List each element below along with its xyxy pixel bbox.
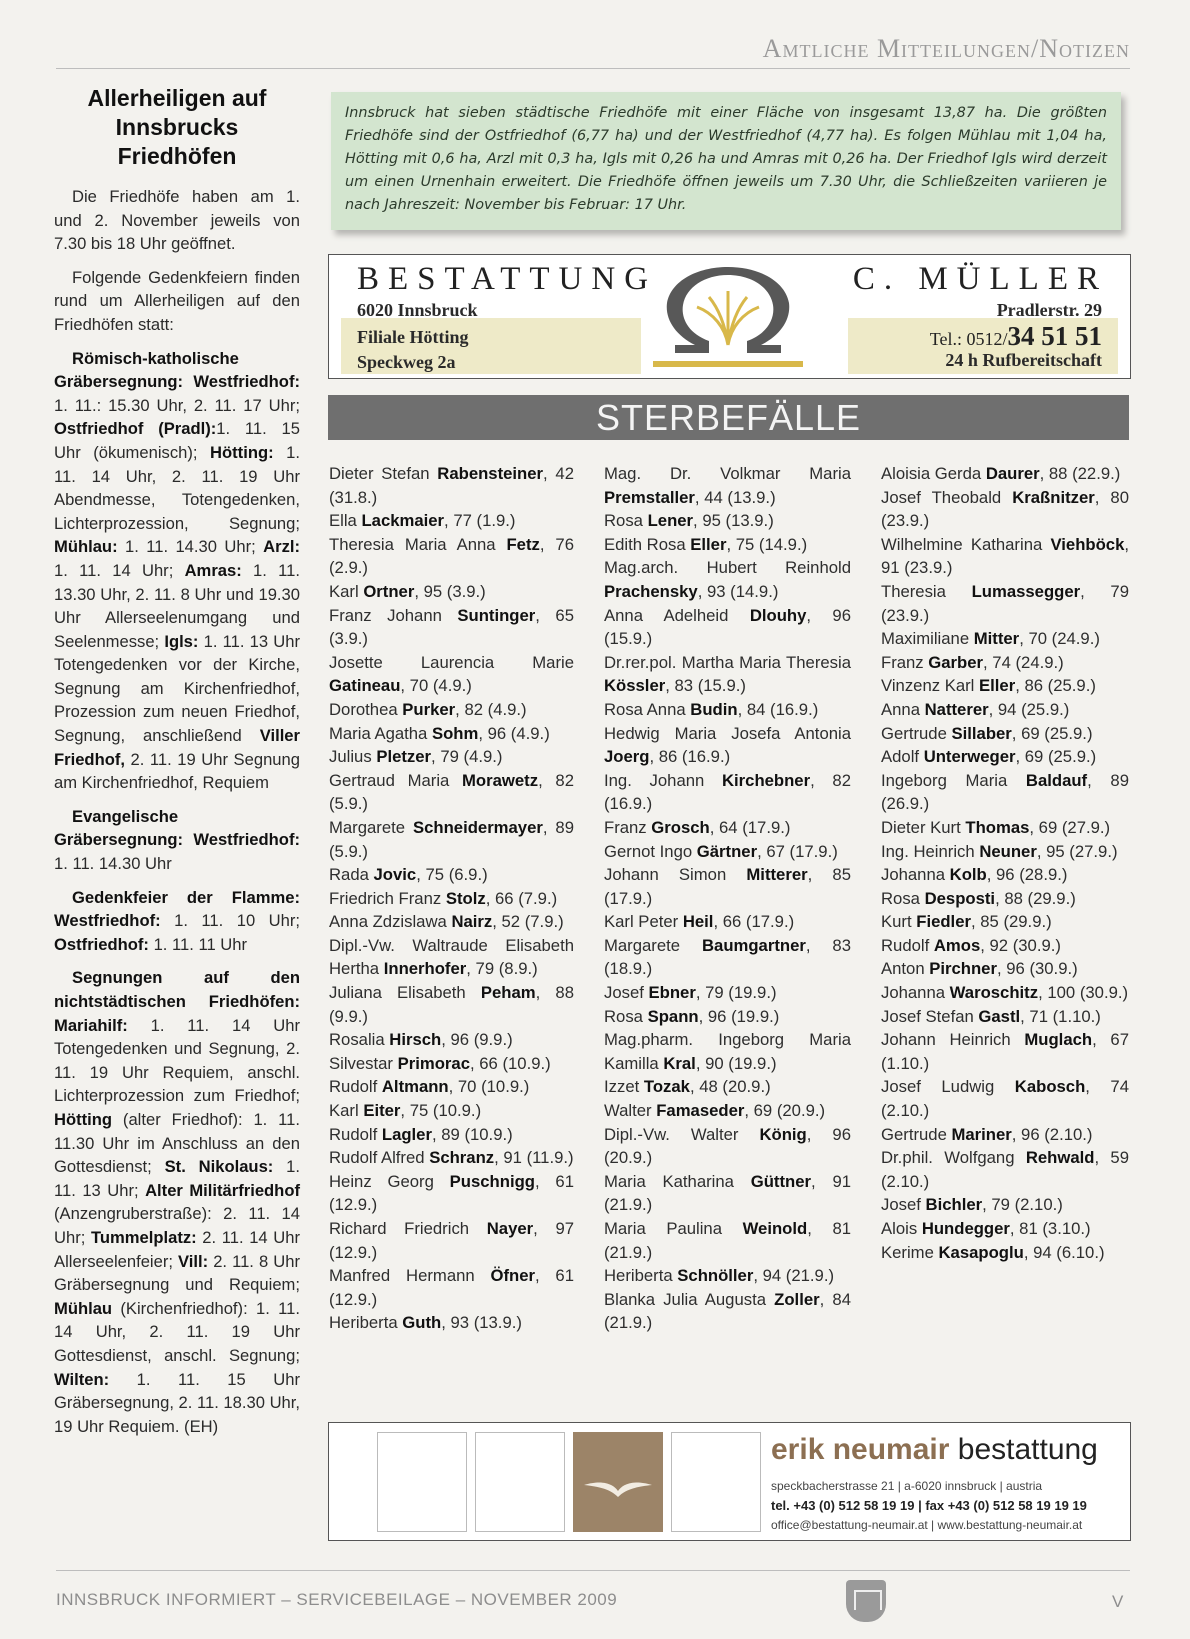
ad-word-bestattung: BESTATTUNG [357,261,658,297]
list-item: Ing. Heinrich Neuner, 95 (27.9.) [881,841,1118,861]
list-item: Walter Famaseder, 69 (20.9.) [604,1101,826,1121]
list-item: Rosa Spann, 96 (19.9.) [604,1006,780,1026]
cemetery-info-box: Innsbruck hat sieben städtische Friedhöfe mit einer Fläche von insgesamt 13,87 ha. Die größten Friedhöfe sind der Ostfriedhof (6,77 ha) und der Westfriedhof (4,77 ha). Es folgen Mühlau mit 1,04 ha, Hötting mit 0,6 ha, Arzl mit 0,3 ha, Igls mit 0,26 ha und Amras mit 0,26 ha. Der Friedhof Igls wird derzeit um einen Urnenhain erweitert. Die Friedhöfe öffnen jeweils um 7.30 Uhr, die Schließzeiten variieren je nach Jahreszeit: November bis Februar: 17 Uhr. [331,92,1121,230]
list-item: Margarete Schneidermayer, 89 (5.9.) [329,817,574,861]
list-item: Karl Peter Heil, 66 (17.9.) [604,912,795,932]
list-item: Theresia Lumassegger, 79 (23.9.) [881,581,1129,625]
ad-brand [771,1433,1098,1467]
list-item: Ella Lackmaier, 77 (1.9.) [329,511,516,531]
list-item: Kerime Kasapoglu, 94 (6.10.) [881,1242,1105,1262]
list-item: Adolf Unterweger, 69 (25.9.) [881,747,1097,767]
list-item: Richard Friedrich Nayer, 97 (12.9.) [329,1219,575,1262]
list-item: Josef Ebner, 79 (19.9.) [604,983,777,1003]
footer-text: INNSBRUCK INFORMIERT – SERVICEBEILAGE – NOVEMBER 2009 [56,1590,618,1609]
list-item: Gernot Ingo Gärtner, 67 (17.9.) [604,841,838,861]
list-item: Rudolf Lagler, 89 (10.9.) [329,1124,513,1144]
list-item: Mag. Dr. Volkmar Maria Premstaller, 44 (13.9.) [604,464,851,507]
list-item: Anna Zdzislawa Nairz, 52 (7.9.) [329,912,564,932]
list-item: Johanna Kolb, 96 (28.9.) [881,865,1068,885]
list-item: Rosa Anna Budin, 84 (16.9.) [604,699,819,719]
list-item: Josef Ludwig Kabosch, 74 (2.10.) [881,1077,1129,1121]
list-item: Manfred Hermann Öfner, 61 (12.9.) [329,1266,574,1309]
list-item: Heriberta Schnöller, 94 (21.9.) [604,1266,835,1286]
list-item: Johann Simon Mitterer, 85 (17.9.) [604,865,851,908]
list-item: Rosalia Hirsch, 96 (9.9.) [329,1030,513,1050]
list-item: Julius Pletzer, 79 (4.9.) [329,747,503,767]
list-item: Juliana Elisabeth Peham, 88 (9.9.) [329,983,574,1026]
ad-phone-fax: tel. +43 (0) 512 58 19 19 | fax +43 (0) 512 58 19 19 19 [771,1498,1087,1513]
wing-logo-icon [574,1433,662,1531]
article-heading: Allerheiligen auf Innsbrucks Friedhöfen [87,85,267,169]
header-rule [56,68,1130,69]
omega-logo-icon [653,267,803,371]
list-item: Vinzenz Karl Eller, 86 (25.9.) [881,676,1096,696]
obituary-column-1 [329,462,574,1335]
list-item: Dieter Stefan Rabensteiner, 42 (31.8.) [329,464,574,507]
list-item: Heinz Georg Puschnigg, 61 (12.9.) [329,1171,574,1215]
ad-brand-name: erik neumair [771,1433,950,1466]
ad-filiale-name: Filiale Hötting [357,327,469,347]
footer-rule [56,1570,1130,1571]
list-item: Dipl.-Vw. Walter König, 96 (20.9.) [604,1124,851,1168]
ad-neumair-bestattung[interactable] [328,1422,1131,1541]
list-item: Anton Pirchner, 96 (30.9.) [881,959,1078,979]
list-item: Maria Paulina Weinold, 81 (21.9.) [604,1219,852,1262]
ad-city: 6020 Innsbruck [357,300,478,320]
ad-brand-suffix: bestattung [949,1433,1098,1466]
list-item: Anna Adelheid Dlouhy, 96 (15.9.) [604,605,851,649]
ad-address: speckbacherstrasse 21 | a-6020 innsbruck | austria [771,1479,1043,1493]
obituary-column-3 [881,462,1129,1264]
list-item: Margarete Baumgartner, 83 (18.9.) [604,935,851,979]
article-allerheiligen [54,84,300,1438]
list-item: Dr.phil. Wolfgang Rehwald, 59 (2.10.) [881,1148,1129,1191]
list-item: Gertrude Mariner, 96 (2.10.) [881,1124,1093,1144]
ad-frame-2 [475,1432,565,1532]
ad-frame-1 [377,1432,467,1532]
list-item: Alois Hundegger, 81 (3.10.) [881,1219,1091,1238]
list-item: Rudolf Alfred Schranz, 91 (11.9.) [329,1148,574,1168]
ad-filiale-street: Speckweg 2a [357,352,456,372]
list-item: Karl Eiter, 75 (10.9.) [329,1101,482,1121]
list-item: Mag.pharm. Ingeborg Maria Kamilla Kral, 90 (19.9.) [604,1030,851,1073]
list-item: Rudolf Amos, 92 (30.9.) [881,935,1061,955]
ad-filiale [357,325,469,375]
list-item: Dr.rer.pol. Martha Maria Theresia Kössler, 83 (15.9.) [604,652,851,696]
list-item: Dipl.-Vw. Waltraude Elisabeth Hertha Innerhofer, 79 (8.9.) [329,935,574,979]
list-item: Gertraud Maria Morawetz, 82 (5.9.) [329,770,574,814]
list-item: Izzet Tozak, 48 (20.9.) [604,1077,771,1097]
section-title: STERBEFÄLLE [595,397,862,438]
list-item: Wilhelmine Katharina Viehböck, 91 (23.9.) [881,534,1129,578]
ad-service: 24 h Rufbereitschaft [945,350,1102,370]
list-item: Franz Johann Suntinger, 65 (3.9.) [329,605,574,649]
list-item: Franz Garber, 74 (24.9.) [881,652,1064,672]
list-item: Dorothea Purker, 82 (4.9.) [329,699,527,719]
ad-phone-number: 34 51 51 [1007,321,1102,351]
list-item: Josette Laurencia Marie Gatineau, 70 (4.9.) [329,652,574,696]
list-item: Josef Stefan Gastl, 71 (1.10.) [881,1006,1101,1026]
ad-phone-prefix: Tel.: 0512/ [929,329,1008,349]
article-nonmunicipal: Segnungen auf den nichtstädtischen Friedhöfen: Mariahilf: 1. 11. 14 Uhr Totengedenken und Segnung, 2. 11. 19 Uhr Requiem, anschl. Lichterprozession zum Friedhof; Hötting (alter Friedhof): 1. 11. 11.30 Uhr im Anschluss an den Gottesdienst; St. Nikolaus: 1. 11. 13 Uhr; Alter Militärfriedhof (Anzengruberstraße): 2. 11. 14 Uhr; Tummelplatz: 2. 11. 14 Uhr Allerseelenfeier; Vill: 2. 11. 8 Uhr Gräbersegnung und Requiem; Mühlau (Kirchenfriedhof): 1. 11. 14 Uhr, 2. 11. 19 Uhr Gottesdienst, anschl. Segnung; Wilten: 1. 11. 15 Uhr Gräbersegnung, 2. 11. 18.30 Uhr, 19 Uhr Requiem. (EH) [54,968,300,1436]
list-item: Ingeborg Maria Baldauf, 89 (26.9.) [881,770,1129,814]
list-item: Maria Katharina Güttner, 91 (21.9.) [604,1171,852,1215]
list-item: Rosa Desposti, 88 (29.9.) [881,888,1076,908]
city-crest-icon [846,1580,886,1622]
page-number: V [1112,1592,1124,1611]
list-item: Dieter Kurt Thomas, 69 (27.9.) [881,817,1111,837]
list-item: Aloisia Gerda Daurer, 88 (22.9.) [881,464,1121,483]
list-item: Rudolf Altmann, 70 (10.9.) [329,1077,530,1097]
article-intro-2: Folgende Gedenkfeiern finden rund um Allerheiligen auf den Friedhöfen statt: [54,267,300,334]
list-item: Johanna Waroschitz, 100 (30.9.) [881,983,1129,1003]
list-item: Friedrich Franz Stolz, 66 (7.9.) [329,888,558,908]
section-bar [328,395,1129,440]
list-item: Josef Bichler, 79 (2.10.) [881,1195,1063,1215]
ad-phone [930,321,1102,352]
list-item: Gertrude Sillaber, 69 (25.9.) [881,723,1093,743]
list-item: Franz Grosch, 64 (17.9.) [604,817,791,837]
article-evangelical: Evangelische Gräbersegnung: Westfriedhof: 1. 11. 14.30 Uhr [54,806,300,874]
ad-street: Pradlerstr. 29 [996,300,1102,320]
obituary-column-2 [604,462,851,1335]
ad-word-mueller: C. MÜLLER [852,261,1108,297]
list-item: Silvestar Primorac, 66 (10.9.) [329,1053,551,1073]
ad-frame-3 [573,1432,663,1532]
list-item: Blanka Julia Augusta Zoller, 84 (21.9.) [604,1289,851,1333]
list-item: Rada Jovic, 75 (6.9.) [329,865,488,885]
list-item: Theresia Maria Anna Fetz, 76 (2.9.) [329,534,574,578]
list-item: Johann Heinrich Muglach, 67 (1.10.) [881,1030,1129,1073]
list-item: Kurt Fiedler, 85 (29.9.) [881,912,1052,932]
article-flame: Gedenkfeier der Flamme: Westfriedhof: 1. 11. 10 Uhr; Ostfriedhof: 1. 11. 11 Uhr [54,887,300,954]
article-catholic: Römisch-katholische Gräbersegnung: Westfriedhof: 1. 11.: 15.30 Uhr, 2. 11. 17 Uhr; Ostfriedhof (Pradl):1. 11. 15 Uhr (ökumenisch); Hötting: 1. 11. 14 Uhr, 2. 11. 19 Uhr Abendmesse, Totengedenken, Lichterprozession, Segnung; Mühlau: 1. 11. 14.30 Uhr; Arzl: 1. 11. 14 Uhr; Amras: 1. 11. 13.30 Uhr, 2. 11. 8 Uhr und 19.30 Uhr Allerseelenumgang und Seelenmesse; Igls: 1. 11. 13 Uhr Totengedenken vor der Kirche, Segnung am Kirchenfriedhof, Prozession zum neuen Friedhof, Segnung, anschließend Viller Friedhof, 2. 11. 19 Uhr Segnung am Kirchenfriedhof, Requiem [54,348,301,793]
ad-contact-link[interactable]: office@bestattung-neumair.at | www.bestattung-neumair.at [771,1518,1083,1532]
list-item: Maximiliane Mitter, 70 (24.9.) [881,629,1100,649]
list-item: Heriberta Guth, 93 (13.9.) [329,1313,522,1333]
list-item: Josef Theobald Kraßnitzer, 80 (23.9.) [881,487,1129,531]
list-item: Edith Rosa Eller, 75 (14.9.) [604,534,808,554]
ad-frame-4 [671,1432,761,1532]
header-title: Amtliche Mitteilungen/Notizen [762,34,1130,63]
list-item: Hedwig Maria Josefa Antonia Joerg, 86 (16.9.) [604,723,851,767]
list-item: Mag.arch. Hubert Reinhold Prachensky, 93 (14.9.) [604,558,851,601]
list-item: Karl Ortner, 95 (3.9.) [329,581,486,601]
article-intro-1: Die Friedhöfe haben am 1. und 2. November jeweils von 7.30 bis 18 Uhr geöffnet. [54,187,300,254]
ad-bestattung-mueller[interactable] [328,254,1131,379]
list-item: Anna Natterer, 94 (25.9.) [881,699,1070,719]
list-item: Rosa Lener, 95 (13.9.) [604,511,774,531]
list-item: Maria Agatha Sohm, 96 (4.9.) [329,723,550,743]
list-item: Ing. Johann Kirchebner, 82 (16.9.) [604,770,851,814]
